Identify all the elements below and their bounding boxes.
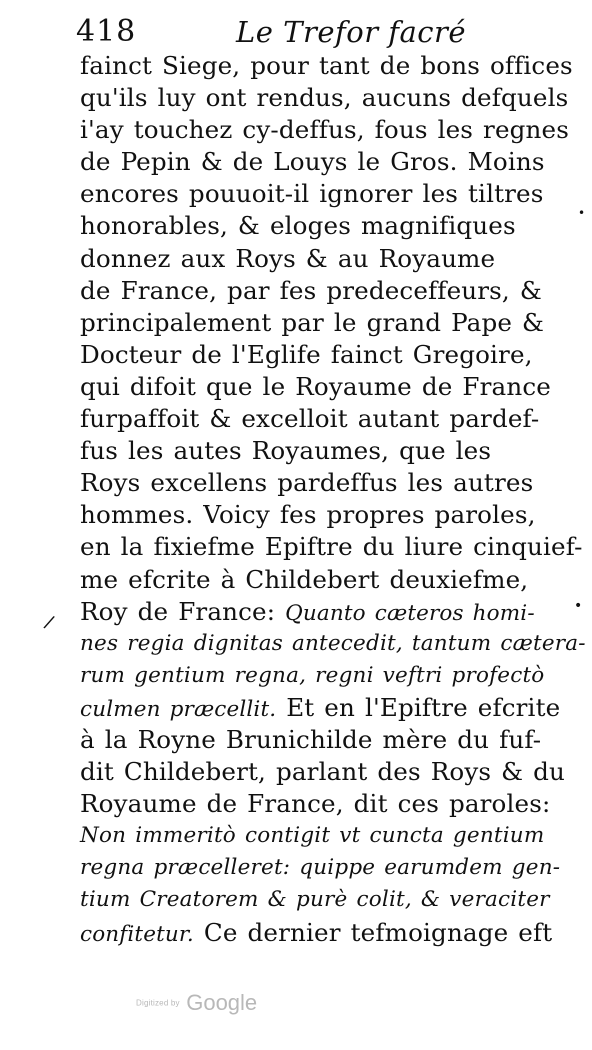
latin-quotation: Quanto cæteros homi- (285, 600, 535, 626)
roman-text: Et en l'Epiftre efcrite (276, 692, 561, 722)
body-line (80, 596, 568, 628)
latin-quotation-line: rum gentium regna, regni veftri profectò (80, 662, 545, 688)
body-line: de France, par fes predeceffeurs, & (80, 275, 542, 305)
margin-dot-mark: • (574, 598, 583, 614)
page-number: 418 (76, 14, 137, 49)
running-head: Le Trefor facré (236, 15, 467, 49)
body-line: fus les autes Royaumes, que les (80, 436, 492, 466)
body-line: de Pepin & de Louys le Gros. Moins (80, 147, 545, 177)
body-line: furpaffoit & excelloit autant pardef- (80, 404, 540, 434)
body-line: Roys excellens pardeffus les autres (80, 468, 534, 498)
latin-quotation: culmen præcellit. (80, 696, 277, 722)
body-line (80, 692, 568, 724)
body-line: i'ay touchez cy-deffus, fous les regnes (80, 115, 570, 145)
body-line: qu'ils luy ont rendus, aucuns defquels (80, 83, 569, 113)
roman-text: Ce dernier tefmoignage eft (193, 917, 553, 947)
margin-stroke-mark: / (41, 611, 57, 634)
page-header (76, 14, 576, 54)
body-line: à la Royne Brunichilde mère du fuf- (80, 724, 542, 754)
body-line: honorables, & eloges magnifiques (80, 211, 516, 241)
margin-dot-mark: • (578, 206, 586, 220)
body-line: me efcrite à Childebert deuxiefme, (80, 564, 529, 594)
latin-quotation-line: tium Creatorem & purè colit, & veraciter (80, 887, 550, 913)
body-line: donnez aux Roys & au Royaume (80, 243, 496, 273)
body-line: Docteur de l'Eglife fainct Gregoire, (80, 339, 533, 369)
body-line: fainct Siege, pour tant de bons offices (80, 51, 573, 80)
body-line: Royaume de France, dit ces paroles: (80, 789, 551, 819)
body-line: dit Childebert, parlant des Roys & du (80, 757, 566, 787)
google-logo: Google (186, 990, 258, 1015)
body-line: en la fixiefme Epiftre du liure cinquief- (80, 532, 583, 562)
body-line: principalement par le grand Pape & (80, 307, 545, 337)
watermark-prefix: Digitized by (136, 998, 180, 1008)
latin-quotation-line: Non immeritò contigit vt cuncta gentium (80, 823, 545, 849)
latin-quotation-line: nes regia dignitas antecedit, tantum cætera- (80, 630, 586, 656)
roman-text: Roy de France: (80, 596, 286, 626)
google-watermark (136, 990, 436, 1016)
latin-quotation: confitetur. (80, 921, 194, 947)
body-line: hommes. Voicy fes propres paroles, (80, 500, 536, 530)
body-text (80, 50, 586, 949)
latin-quotation-line: regna præcelleret: quippe earumdem gen- (80, 855, 561, 881)
body-line (80, 917, 568, 949)
body-line: encores pouuoit-il ignorer les tiltres (80, 179, 544, 209)
body-line: qui difoit que le Royaume de France (80, 371, 551, 401)
